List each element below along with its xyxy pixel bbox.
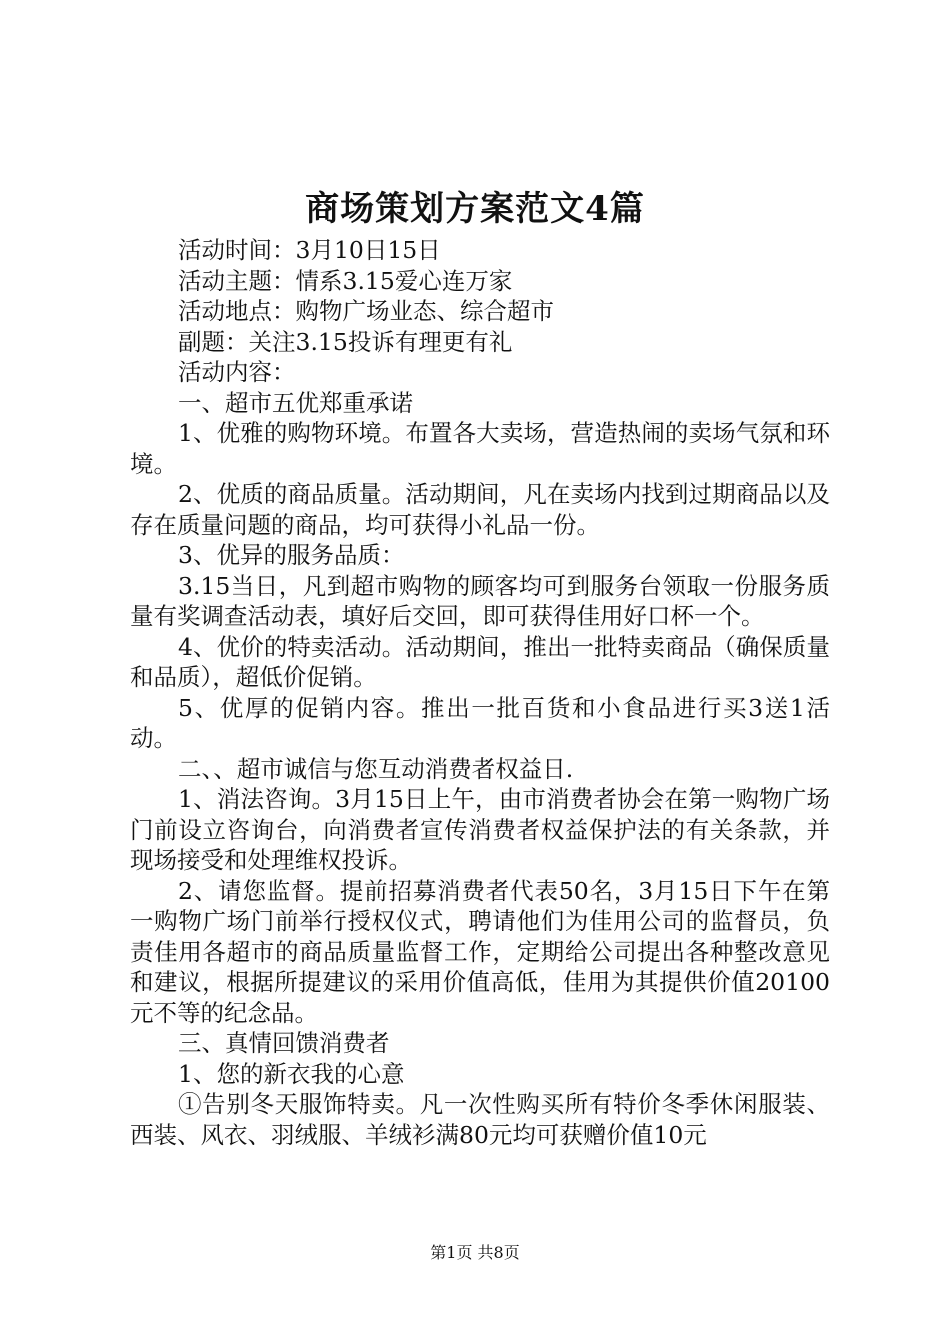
paragraph: 3.15当日，凡到超市购物的顾客均可到服务台领取一份服务质量有奖调查活动表，填好后交回，即可获得佳用好口杯一个。 (130, 571, 830, 630)
paragraph: 活动地点：购物广场业态、综合超市 (178, 297, 554, 325)
paragraph: 副题：关注3.15投诉有理更有礼 (178, 327, 513, 356)
document-title: 商场策划方案范文4篇 (305, 189, 645, 229)
paragraph: 2、请您监督。提前招募消费者代表50名，3月15日下午在第一购物广场门前举行授权仪式，聘请他们为佳用公司的监督员，负责佳用各超市的商品质量监督工作，定期给公司提出各种整改意见和建议，根据所提建议的采用价值高低，佳用为其提供价值20100元不等的纪念品。 (130, 876, 830, 1027)
paragraph: 活动主题：情系3.15爱心连万家 (178, 266, 513, 295)
page-footer: 第1页 共8页 (430, 1243, 520, 1262)
document-body (130, 235, 830, 1150)
paragraph: 5、优厚的促销内容。推出一批百货和小食品进行买3送1活动。 (130, 693, 830, 752)
paragraph: 1、消法咨询。3月15日上午，由市消费者协会在第一购物广场门前设立咨询台，向消费者宣传消费者权益保护法的有关条款，并现场接受和处理维权投诉。 (130, 785, 830, 874)
paragraph: 1、优雅的购物环境。布置各大卖场，营造热闹的卖场气氛和环境。 (130, 419, 830, 478)
paragraph: ①告别冬天服饰特卖。凡一次性购买所有特价冬季休闲服装、西装、风衣、羽绒服、羊绒衫满80元均可获赠价值10元 (130, 1090, 830, 1149)
paragraph: 4、优价的特卖活动。活动期间，推出一批特卖商品（确保质量和品质），超低价促销。 (130, 632, 830, 691)
section-heading: 三、真情回馈消费者 (178, 1029, 390, 1057)
section-heading: 二、、超市诚信与您互动消费者权益日. (178, 754, 574, 783)
paragraph: 活动内容： (178, 358, 296, 386)
paragraph: 活动时间：3月10日15日 (178, 236, 441, 264)
paragraph: 1、您的新衣我的心意 (178, 1059, 405, 1088)
section-heading: 一、超市五优郑重承诺 (178, 388, 413, 417)
paragraph: 3、优异的服务品质： (178, 541, 405, 569)
paragraph: 2、优质的商品质量。活动期间，凡在卖场内找到过期商品以及存在质量问题的商品，均可获得小礼品一份。 (130, 480, 830, 539)
